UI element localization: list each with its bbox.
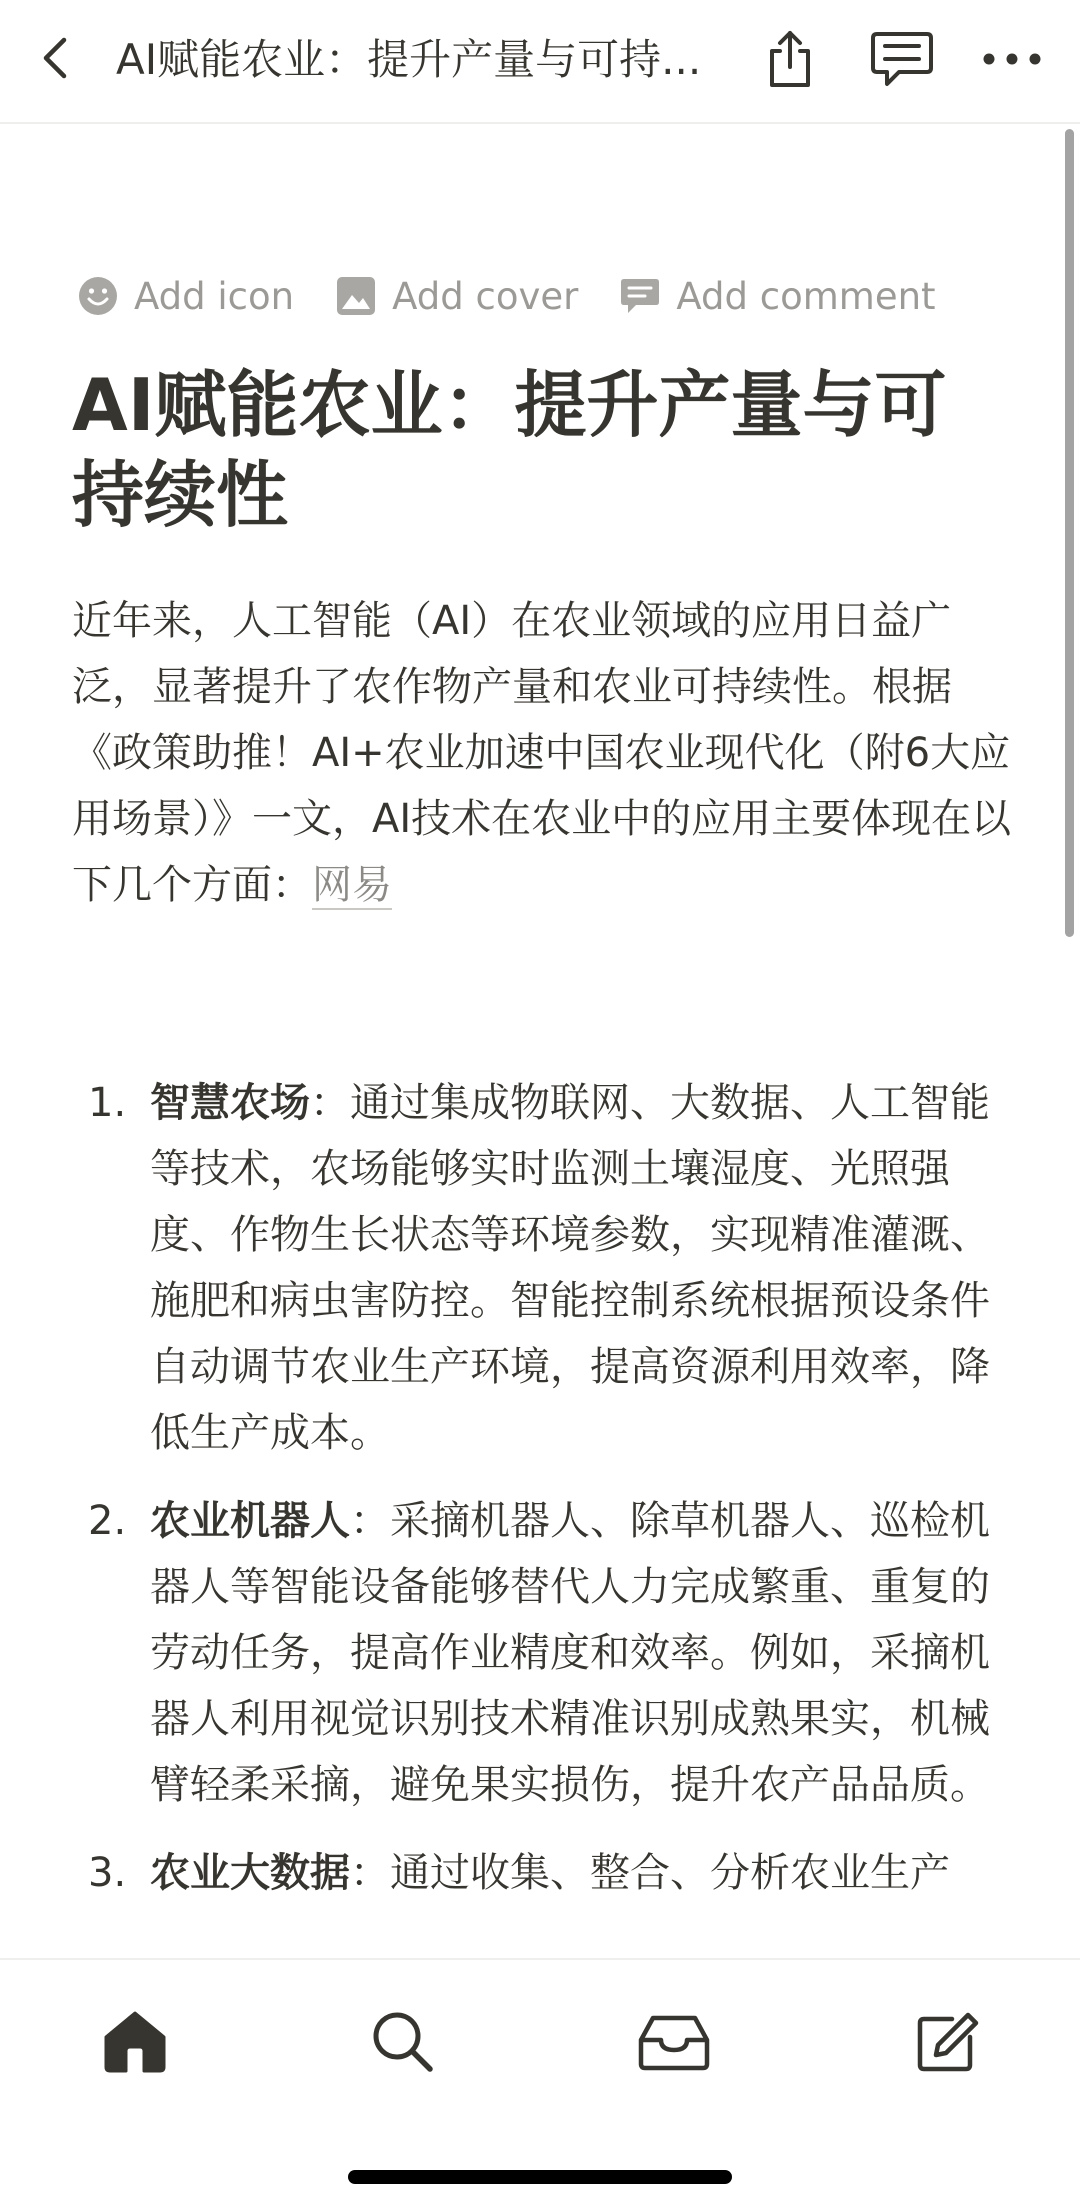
source-link[interactable]: 网易 [312, 862, 392, 908]
image-icon [334, 274, 378, 318]
nav-page-title: AI赋能农业：提升产量与可持... [116, 35, 702, 84]
list-term: 农业大数据 [150, 1850, 350, 1896]
add-comment-button[interactable] [618, 274, 935, 318]
share-button[interactable] [752, 26, 828, 96]
more-horizontal-icon [981, 51, 1043, 71]
smiley-icon [76, 274, 120, 318]
add-cover-label: Add cover [392, 274, 579, 318]
list-term: 智慧农场 [150, 1080, 310, 1126]
share-icon [762, 27, 818, 95]
compose-icon [914, 2009, 980, 2079]
tab-search[interactable] [355, 1996, 451, 2092]
top-navigation-bar [0, 0, 1080, 124]
list-number: 3. [88, 1850, 127, 1896]
list-text: ：通过集成物联网、大数据、人工智能等技术，农场能够实时监测土壤湿度、光照强度、作物生长状态等环境参数，实现精准灌溉、施肥和病虫害防控。智能控制系统根据预设条件自动调节农业生产环境，提高资源利用效率，降低生产成本。 [150, 1080, 990, 1456]
list-item[interactable] [72, 1070, 1012, 1466]
intro-text: 近年来，人工智能（AI）在农业领域的应用日益广泛，显著提升了农作物产量和农业可持续性。根据《政策助推！AI+农业加速中国农业现代化（附6大应用场景）》一文，AI技术在农业中的应用主要体现在以下几个方面： [72, 598, 1012, 908]
add-icon-button[interactable] [76, 274, 294, 318]
search-icon [370, 2009, 436, 2079]
page-title[interactable]: AI赋能农业：提升产量与可持续性 [72, 363, 947, 537]
comments-button[interactable] [864, 26, 940, 96]
scrollbar[interactable] [1065, 129, 1074, 937]
list-item[interactable] [72, 1488, 1012, 1818]
list-term: 农业机器人 [150, 1498, 350, 1544]
numbered-list [72, 1070, 1012, 1928]
more-button[interactable] [974, 26, 1050, 96]
comment-icon [869, 28, 935, 94]
list-number: 2. [88, 1498, 127, 1544]
inbox-icon [637, 2012, 711, 2076]
list-text: ：通过收集、整合、分析农业生产 [350, 1850, 950, 1896]
list-text: ：采摘机器人、除草机器人、巡检机器人等智能设备能够替代人力完成繁重、重复的劳动任务，提高作业精度和效率。例如，采摘机器人利用视觉识别技术精准识别成熟果实，机械臂轻柔采摘，避免果实损伤，提升农产品品质。 [150, 1498, 990, 1808]
list-number: 1. [88, 1080, 127, 1126]
chevron-left-icon [34, 34, 74, 86]
home-indicator[interactable] [348, 2170, 732, 2184]
add-comment-label: Add comment [676, 274, 936, 318]
tab-home[interactable] [87, 1996, 183, 2092]
home-icon [100, 2009, 170, 2079]
intro-paragraph[interactable] [72, 588, 1012, 918]
back-button[interactable] [24, 28, 84, 92]
comment-icon [618, 274, 662, 318]
tab-inbox[interactable] [626, 1996, 722, 2092]
add-cover-button[interactable] [334, 274, 578, 318]
list-item[interactable] [72, 1840, 1012, 1906]
page-actions-row [76, 268, 976, 324]
tab-new-page[interactable] [899, 1996, 995, 2092]
add-icon-label: Add icon [134, 274, 295, 318]
